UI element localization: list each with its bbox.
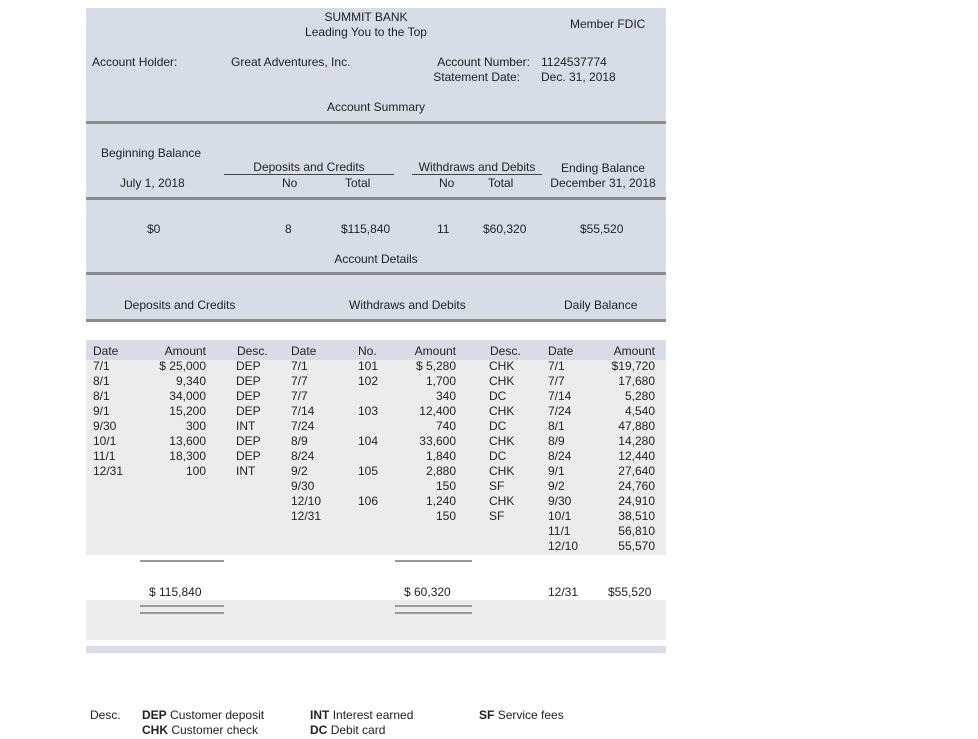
withdraw-amount: 150	[435, 479, 456, 493]
withdraw-desc: SF	[489, 509, 505, 523]
account-number: 1124537774	[541, 55, 607, 69]
legend-code: SF	[479, 708, 495, 722]
withdraw-date: 7/14	[291, 404, 315, 418]
withdraw-desc: CHK	[489, 404, 515, 418]
withdraw-no: 106	[358, 494, 379, 508]
account-holder-label: Account Holder:	[92, 55, 178, 69]
deposit-amount: 13,600	[169, 434, 206, 448]
deposits-grand-total: $ 115,840	[149, 585, 202, 599]
col-wd-desc: Desc.	[490, 344, 521, 358]
withdraw-amount: 340	[435, 389, 456, 403]
legend-item-int	[310, 708, 413, 722]
legend-code: DEP	[142, 708, 167, 722]
daily-date: 8/24	[548, 449, 572, 463]
daily-date: 8/1	[548, 419, 565, 433]
daily-date: 10/1	[548, 509, 572, 523]
beginning-balance-value: $0	[147, 222, 161, 236]
withdraw-date: 9/30	[291, 479, 315, 493]
ending-balance-date: December 31, 2018	[550, 176, 656, 190]
col-wd-amount: Amount	[414, 344, 456, 358]
daily-amount: 24,760	[618, 479, 655, 493]
withdraw-no: 102	[358, 374, 379, 388]
col-daily-date: Date	[548, 344, 574, 358]
legend-label: Desc.	[90, 708, 121, 722]
withdraw-amount: 1,840	[425, 449, 456, 463]
bank-name: SUMMIT BANK	[324, 10, 408, 24]
legend-text: Customer deposit	[170, 708, 265, 722]
deposit-desc: DEP	[236, 389, 261, 403]
withdraw-no: 104	[358, 434, 379, 448]
legend-item-dep	[142, 708, 264, 722]
deposit-amount: 15,200	[169, 404, 206, 418]
details-deposits-heading: Deposits and Credits	[124, 298, 236, 312]
deposit-amount: 9,340	[175, 374, 206, 388]
daily-amount: 4,540	[624, 404, 655, 418]
member-fdic: Member FDIC	[570, 17, 646, 31]
daily-amount: 24,910	[618, 494, 655, 508]
withdraw-no: 105	[358, 464, 379, 478]
bank-tagline: Leading You to the Top	[305, 25, 427, 39]
withdraw-desc: CHK	[489, 464, 515, 478]
deposit-desc: DEP	[236, 404, 261, 418]
withdraw-desc: DC	[489, 419, 507, 433]
withdraw-amount: 33,600	[419, 434, 456, 448]
final-balance-date: 12/31	[548, 585, 579, 599]
withdraw-amount: 2,880	[425, 464, 456, 478]
withdraw-date: 7/24	[291, 419, 315, 433]
statement-date-label: Statement Date:	[433, 70, 520, 84]
withdraw-desc: SF	[489, 479, 505, 493]
beginning-balance-label: Beginning Balance	[101, 146, 202, 160]
deposits-total: $115,840	[341, 222, 391, 236]
col-dep-desc: Desc.	[237, 344, 268, 358]
summary-withdraws-underline	[412, 174, 542, 175]
legend-item-dc	[310, 723, 385, 737]
footer-rule	[86, 646, 666, 653]
withdraws-count: 11	[437, 222, 450, 236]
deposit-desc: INT	[236, 464, 256, 478]
col-daily-amount: Amount	[613, 344, 655, 358]
deposit-date: 11/1	[93, 449, 116, 463]
deposit-date: 12/31	[93, 464, 124, 478]
daily-date: 9/30	[548, 494, 572, 508]
legend-text: Customer check	[171, 723, 259, 737]
deposit-desc: DEP	[236, 374, 261, 388]
details-withdraws-heading: Withdraws and Debits	[349, 298, 466, 312]
statement-date: Dec. 31, 2018	[541, 70, 616, 84]
summary-deposits-total-label: Total	[345, 176, 371, 190]
withdraw-desc: DC	[489, 449, 507, 463]
details-daily-heading: Daily Balance	[564, 298, 638, 312]
withdraw-desc: CHK	[489, 434, 515, 448]
withdraw-desc: CHK	[489, 374, 515, 388]
withdraw-amount: 1,240	[425, 494, 456, 508]
withdraw-amount: $ 5,280	[415, 359, 456, 373]
deposit-amount: $ 25,000	[159, 359, 206, 373]
withdraw-desc: DC	[489, 389, 507, 403]
withdraw-date: 8/24	[291, 449, 315, 463]
deposit-date: 9/1	[93, 404, 110, 418]
withdraw-desc: CHK	[489, 494, 515, 508]
withdraws-total: $60,320	[483, 222, 527, 236]
legend-code: DC	[310, 723, 328, 737]
deposits-count: 8	[285, 222, 292, 236]
daily-amount: 5,280	[624, 389, 655, 403]
daily-date: 7/1	[548, 359, 565, 373]
daily-amount: 17,680	[618, 374, 655, 388]
col-wd-date: Date	[291, 344, 317, 358]
summary-deposits-no-label: No	[282, 176, 298, 190]
deposits-double-rule-bottom	[140, 612, 224, 614]
daily-date: 8/9	[548, 434, 565, 448]
daily-amount: 38,510	[618, 509, 655, 523]
daily-date: 11/1	[548, 524, 571, 538]
deposit-amount: 300	[185, 419, 206, 433]
withdraws-total-rule	[395, 560, 472, 562]
deposit-date: 10/1	[93, 434, 117, 448]
details-header-panel	[86, 275, 666, 319]
daily-date: 7/24	[548, 404, 572, 418]
legend-text: Service fees	[497, 708, 564, 722]
deposit-date: 7/1	[93, 359, 110, 373]
col-dep-date: Date	[93, 344, 119, 358]
account-number-label: Account Number:	[437, 55, 530, 69]
legend-code: INT	[310, 708, 330, 722]
daily-date: 12/10	[548, 539, 579, 553]
beginning-balance-date: July 1, 2018	[120, 176, 185, 190]
deposit-amount: 100	[185, 464, 206, 478]
daily-amount: 56,810	[618, 524, 655, 538]
summary-withdraws-no-label: No	[439, 176, 455, 190]
deposit-amount: 18,300	[169, 449, 206, 463]
daily-amount: 14,280	[618, 434, 655, 448]
deposit-date: 8/1	[93, 389, 110, 403]
col-wd-no: No.	[358, 344, 377, 358]
summary-withdraws-heading: Withdraws and Debits	[418, 160, 536, 174]
account-details-title: Account Details	[334, 252, 418, 266]
details-mid-rule	[86, 319, 666, 322]
withdraws-double-rule-top	[395, 605, 472, 607]
summary-deposits-underline	[224, 174, 394, 175]
daily-amount: 12,440	[618, 449, 655, 463]
deposit-desc: INT	[236, 419, 256, 433]
legend-text: Debit card	[330, 723, 386, 737]
deposit-desc: DEP	[236, 434, 261, 448]
deposits-total-rule	[140, 560, 224, 562]
legend-text: Interest earned	[332, 708, 414, 722]
withdraw-amount: 12,400	[419, 404, 456, 418]
deposit-date: 8/1	[93, 374, 110, 388]
summary-deposits-heading: Deposits and Credits	[253, 160, 365, 174]
withdraw-amount: 740	[435, 419, 456, 433]
deposit-date: 9/30	[93, 419, 117, 433]
withdraw-amount: 150	[435, 509, 456, 523]
withdraw-date: 12/10	[291, 494, 322, 508]
daily-amount: 27,640	[618, 464, 655, 478]
daily-date: 7/7	[548, 374, 565, 388]
legend-item-sf	[479, 708, 564, 722]
summary-withdraws-total-label: Total	[488, 176, 514, 190]
deposit-desc: DEP	[236, 359, 261, 373]
daily-date: 9/1	[548, 464, 565, 478]
daily-date: 9/2	[548, 479, 565, 493]
withdraw-desc: CHK	[489, 359, 515, 373]
withdraw-date: 7/7	[291, 374, 308, 388]
account-holder-name: Great Adventures, Inc.	[231, 55, 351, 69]
ending-balance-value: $55,520	[580, 222, 624, 236]
daily-date: 7/14	[548, 389, 572, 403]
legend-item-chk	[142, 723, 258, 737]
daily-amount: $19,720	[611, 359, 655, 373]
final-balance-amount: $55,520	[608, 585, 652, 599]
deposit-desc: DEP	[236, 449, 261, 463]
account-summary-title: Account Summary	[326, 100, 426, 114]
withdraw-no: 103	[358, 404, 379, 418]
withdraw-date: 7/1	[291, 359, 308, 373]
ending-balance-label: Ending Balance	[560, 161, 646, 175]
withdraw-date: 7/7	[291, 389, 308, 403]
deposits-double-rule-top	[140, 605, 224, 607]
deposit-amount: 34,000	[169, 389, 206, 403]
daily-amount: 55,570	[618, 539, 655, 553]
withdraw-date: 12/31	[291, 509, 322, 523]
withdraw-date: 9/2	[291, 464, 308, 478]
withdraw-date: 8/9	[291, 434, 308, 448]
col-dep-amount: Amount	[164, 344, 206, 358]
withdraw-amount: 1,700	[425, 374, 456, 388]
withdraws-double-rule-bottom	[395, 612, 472, 614]
withdraw-no: 101	[358, 359, 379, 373]
legend-code: CHK	[142, 723, 168, 737]
daily-amount: 47,880	[618, 419, 655, 433]
withdraws-grand-total: $ 60,320	[404, 585, 451, 599]
